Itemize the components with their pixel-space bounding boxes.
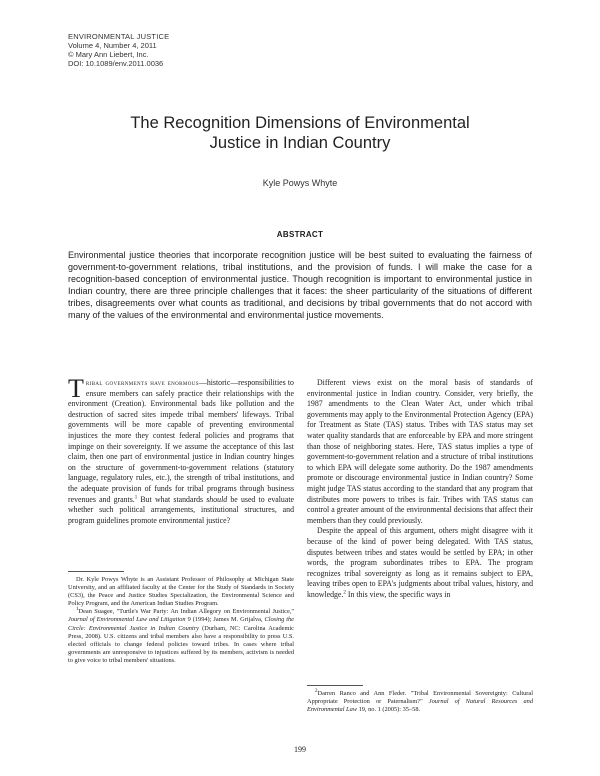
title-line-2: Justice in Indian Country bbox=[209, 134, 391, 152]
footnote-divider bbox=[68, 571, 124, 572]
footnote-text: Dean Suagee, "Turtle's War Party: An Indian Allegory on Environmental Justice," bbox=[78, 608, 294, 616]
lead-in-smallcaps: ribal governments have enormous bbox=[85, 378, 199, 387]
footnote-italic: Journal of Natural Resources and Environmental Law bbox=[307, 698, 533, 714]
paragraph-text: But what standards bbox=[137, 494, 207, 504]
drop-cap: T bbox=[68, 374, 84, 403]
footnote-divider bbox=[307, 685, 363, 686]
footnote-number: 1 bbox=[76, 607, 79, 613]
footnote-number: 2 bbox=[315, 688, 318, 694]
body-paragraph bbox=[68, 374, 294, 526]
paragraph-text: —historic—responsibilities to ensure members can safely practice their relationships with the environment (Creation). Environmental bads like pollution and the destruction of sacred sites impede tribal members' lifeways. Tribal governments will be more capable of preventing environmental injustices the more they contest federal policies and programs that impinge on their sovereignty. If we assume the acceptance of this last claim, then one part of environmental justice in Indian country hinges on the structure of government-to-government relations (statutory language, regulatory rules, etc.), the strength of tribal institutions, and the adequate provision of funds for tribal programs through business revenues and grants. bbox=[68, 378, 294, 504]
footnote-text: Darren Ranco and Ann Fleder. "Tribal Environmental Sovereignty: Cultural Appropriate Protection or Paternalism?" bbox=[307, 690, 533, 706]
title-line-1: The Recognition Dimensions of Environmental bbox=[130, 114, 470, 132]
footnote-italic: Journal of Environmental Law and Litigation bbox=[68, 616, 186, 624]
body-paragraph bbox=[307, 526, 533, 600]
author-name: Kyle Powys Whyte bbox=[262, 178, 338, 188]
body-column-right bbox=[307, 378, 533, 600]
footnote-2 bbox=[307, 690, 533, 714]
journal-header bbox=[68, 32, 169, 68]
body-column-left bbox=[68, 374, 294, 526]
volume-info: Volume 4, Number 4, 2011 bbox=[68, 41, 157, 50]
footnote-text: (Durham, NC: Carolina Academic Press, 2008). U.S. citizens and tribal members also have a responsibility to press U.S. elected officials to change federal policies toward tribes. In cases where tribal governments are unresponsive to injustices suffered by its members, activism is needed to give voice to tribal members' situations. bbox=[68, 624, 294, 664]
footnote-text: 9 (1994); James M. Grijalva, bbox=[185, 616, 265, 624]
body-paragraph: Different views exist on the moral basis of standards of environmental justice in Indian country. Consider, very briefly, the 1987 amendments to the Clean Water Act, under which tribal governments may apply to the Environmental Protection Agency (EPA) for Treatment as State (TAS) status. Tribes with TAS status may set water quality standards that are enforceable by EPA and more stringent than those of neighboring states. Here, TAS status implies a type of government-to-government relation and a structure of tribal institutions to which EPA will delegate some authority. Do the 1987 amendments promote or discourage environmental justice in Indian country? Some might judge TAS status according to the standard that any program that distributes more powers to tribes is fair. Tribes with TAS status can control a greater amount of the environmental decisions that affect their members than they could previously. bbox=[307, 378, 533, 525]
footnotes-right bbox=[307, 690, 533, 714]
footnote-ref-2: 2 bbox=[343, 590, 346, 596]
article-title bbox=[60, 113, 540, 153]
paragraph-text: Despite the appeal of this argument, others might disagree with it because of the kind of power being delegated. With TAS status, disputes between tribes and states would be settled by EPA; in other words, the program subordinates tribes to EPA. The program recognizes tribal sovereignty as long as it remains subject to EPA, leaving tribes open to EPA's judgments about tribal values, history, and knowledge. bbox=[307, 526, 533, 599]
footnotes-left bbox=[68, 576, 294, 665]
abstract-text: Environmental justice theories that incorporate recognition justice will be best suited to evaluating the fairness of government-to-government relations, tribal institutions, and the provision of funds. I will make the case for a recognition-based conception of environmental justice. Though recognition is important to environmental justice in Indian country, there are three principle challenges that it faces: the sheer particularity of the situations of different tribes, disagreements over what counts as traditional, and decisions by tribal governments that do not accord with many of the values of the environmental and environmental justice movements. bbox=[68, 250, 532, 321]
abstract-heading: ABSTRACT bbox=[276, 230, 324, 239]
footnote-italic: Closing the Circle: Environmental Justice in Indian Country bbox=[68, 616, 295, 632]
copyright-line: © Mary Ann Liebert, Inc. bbox=[68, 50, 149, 59]
footnote-ref-1: 1 bbox=[134, 494, 138, 500]
emphasis-text: should bbox=[206, 494, 228, 504]
paragraph-text: be used to evaluate whether such political arrangements, institutional structures, and program guidelines promote environmental justice? bbox=[68, 494, 294, 525]
author-affiliation: Dr. Kyle Powys Whyte is an Assistant Professor of Philosophy at Michigan State University, and an affiliated faculty at the Center for the Study of Standards in Society (CS3), the Peace and Justice Studies Specialization, the Environmental Science and Policy Program, and the American Indian Studies Program. bbox=[68, 576, 294, 608]
footnote-text: 19, no. 1 (2005): 35–58. bbox=[357, 706, 421, 714]
page-number: 199 bbox=[294, 745, 306, 754]
paragraph-text: In this view, the specific ways in bbox=[345, 589, 451, 599]
doi-line: DOI: 10.1089/env.2011.0036 bbox=[68, 59, 164, 68]
footnote-1 bbox=[68, 608, 294, 665]
journal-name: ENVIRONMENTAL JUSTICE bbox=[68, 32, 170, 41]
